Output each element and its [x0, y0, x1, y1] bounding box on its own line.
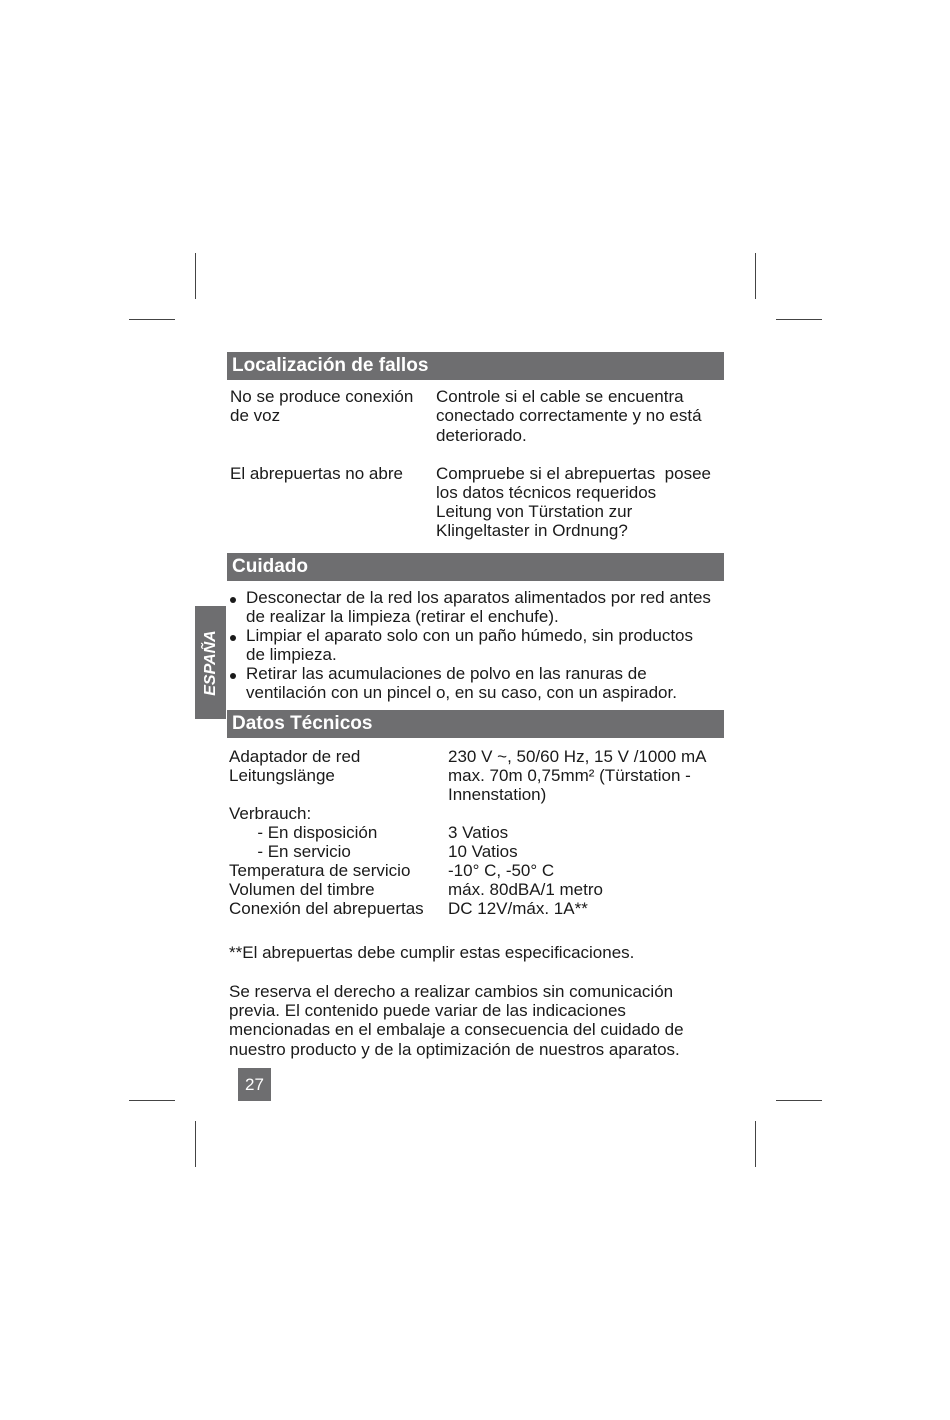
trouble-row-1-solution-line-2: conectado correctamente y no está [436, 406, 702, 425]
care-item-1-line-2: de realizar la limpieza (retirar el enchufe). [246, 607, 559, 626]
trouble-row-2-problem-line-1: El abrepuertas no abre [230, 464, 403, 483]
crop-mark-bottom-right-v [755, 1121, 756, 1167]
bullet-icon [230, 635, 236, 641]
trouble-row-1-solution-line-1: Controle si el cable se encuentra [436, 387, 684, 406]
specs-footnote: **El abrepuertas debe cumplir estas especificaciones. [229, 943, 635, 962]
care-item-1-line-1: Desconectar de la red los aparatos alimentados por red antes [246, 588, 711, 607]
language-side-tab [195, 606, 226, 719]
spec-value-cable-length: max. 70m 0,75mm² (Türstation - [448, 766, 691, 785]
spec-label-cable-length: Leitungslänge [229, 766, 335, 785]
notice-line-4: nuestro producto y de la optimización de nuestros aparatos. [229, 1040, 680, 1059]
care-item-2-line-2: de limpieza. [246, 645, 337, 664]
spec-value-door-opener: DC 12V/máx. 1A** [448, 899, 588, 918]
spec-label-consumption: Verbrauch: [229, 804, 312, 823]
spec-value-bell-volume: máx. 80dBA/1 metro [448, 880, 603, 899]
spec-label-bell-volume: Volumen del timbre [229, 880, 375, 899]
bullet-icon [230, 673, 236, 679]
specs-header: Datos Técnicos [227, 710, 724, 738]
crop-mark-top-left-h [129, 319, 175, 320]
crop-mark-top-left-v [195, 253, 196, 299]
notice-line-3: mencionadas en el embalaje a consecuencia del cuidado de [229, 1020, 684, 1039]
trouble-row-1-solution-line-3: deteriorado. [436, 426, 527, 445]
trouble-row-1-problem-line-2: de voz [230, 406, 281, 425]
notice-line-2: previa. El contenido puede variar de las indicaciones [229, 1001, 626, 1020]
care-header: Cuidado [227, 553, 724, 581]
crop-mark-top-right-h [776, 319, 822, 320]
notice-line-1: Se reserva el derecho a realizar cambios sin comunicación [229, 982, 674, 1001]
spec-value-temperature: -10° C, -50° C [448, 861, 555, 880]
crop-mark-bottom-left-v [195, 1121, 196, 1167]
trouble-row-2-solution-line-3: Leitung von Türstation zur [436, 502, 633, 521]
spec-value-power-adapter: 230 V ~, 50/60 Hz, 15 V /1000 mA [448, 747, 707, 766]
spec-label-door-opener: Conexión del abrepuertas [229, 899, 424, 918]
crop-mark-bottom-left-h [129, 1100, 175, 1101]
trouble-row-2-solution-line-4: Klingeltaster in Ordnung? [436, 521, 628, 540]
page-number: 27 [238, 1068, 271, 1101]
spec-value-in-service: 10 Vatios [448, 842, 518, 861]
trouble-row-2-solution-line-1: Compruebe si el abrepuertas posee [436, 464, 711, 483]
spec-label-temperature: Temperatura de servicio [229, 861, 411, 880]
spec-label-standby: - En disposición [229, 823, 378, 842]
care-item-2-line-1: Limpiar el aparato solo con un paño húmedo, sin productos [246, 626, 694, 645]
spec-value-cable-length-cont: Innenstation) [448, 785, 547, 804]
spec-value-standby: 3 Vatios [448, 823, 509, 842]
care-item-3-line-2: ventilación con un pincel o, en su caso, con un aspirador. [246, 683, 677, 702]
troubleshooting-header: Localización de fallos [227, 352, 724, 380]
spec-label-power-adapter: Adaptador de red [229, 747, 361, 766]
language-side-tab-label: ESPAÑA [201, 629, 219, 696]
crop-mark-top-right-v [755, 253, 756, 299]
bullet-icon [230, 597, 236, 603]
trouble-row-1-problem-line-1: No se produce conexión [230, 387, 414, 406]
spec-label-in-service: - En servicio [229, 842, 351, 861]
care-item-3-line-1: Retirar las acumulaciones de polvo en las ranuras de [246, 664, 647, 683]
crop-mark-bottom-right-h [776, 1100, 822, 1101]
trouble-row-2-solution-line-2: los datos técnicos requeridos [436, 483, 657, 502]
